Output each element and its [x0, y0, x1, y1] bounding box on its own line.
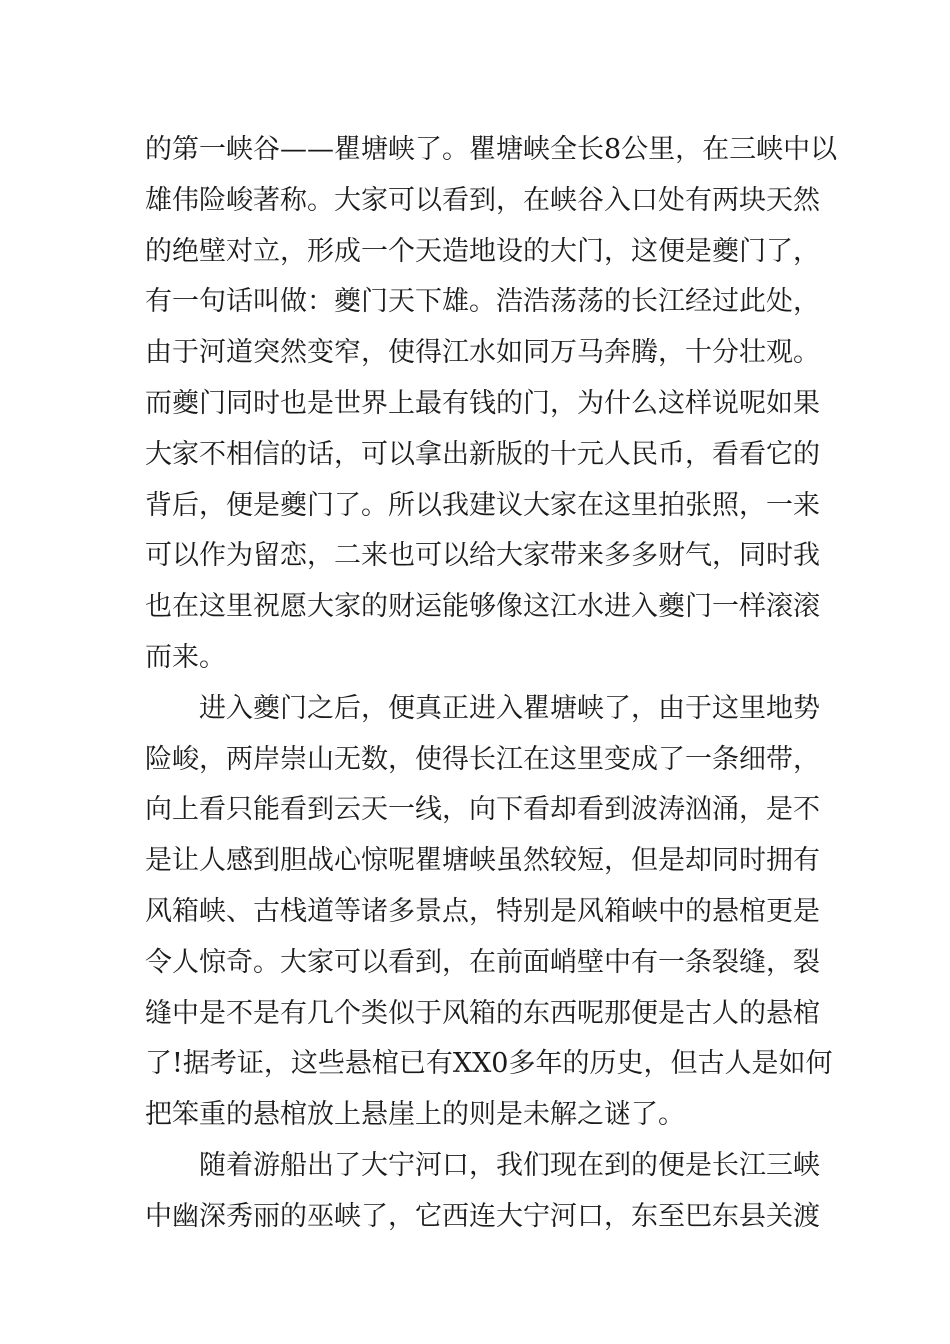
text-line: 险峻，两岸崇山无数，使得长江在这里变成了一条细带，	[145, 743, 820, 775]
text-line: 背后，便是夔门了。所以我建议大家在这里拍张照，一来	[145, 489, 820, 521]
text-line: 可以作为留恋，二来也可以给大家带来多多财气，同时我	[145, 540, 820, 572]
text-line: 由于河道突然变窄，使得江水如同万马奔腾，十分壮观。	[145, 337, 820, 369]
text-line: 雄伟险峻著称。大家可以看到，在峡谷入口处有两块天然	[145, 184, 820, 216]
text-line: 风箱峡、古栈道等诸多景点，特别是风箱峡中的悬棺更是	[145, 895, 820, 927]
text-line: 了!据考证，这些悬棺已有XX0多年的历史，但古人是如何	[145, 1048, 833, 1080]
paragraph	[145, 684, 833, 1141]
document-page	[145, 125, 838, 1243]
text-line: 的第一峡谷——瞿塘峡了。瞿塘峡全长8公里，在三峡中以	[145, 134, 838, 165]
text-line: 向上看只能看到云天一线，向下看却看到波涛汹涌，是不	[145, 794, 820, 826]
text-line: 也在这里祝愿大家的财运能够像这江水进入夔门一样滚滚	[145, 591, 820, 623]
text-line: 而来。	[145, 641, 226, 673]
text-line: 中幽深秀丽的巫峡了，它西连大宁河口，东至巴东县关渡	[145, 1200, 820, 1232]
paragraph	[145, 1141, 820, 1243]
text-line: 大家不相信的话，可以拿出新版的十元人民币，看看它的	[145, 438, 820, 470]
text-line: 而夔门同时也是世界上最有钱的门，为什么这样说呢如果	[145, 387, 820, 419]
text-line: 随着游船出了大宁河口，我们现在到的便是长江三峡	[199, 1149, 820, 1181]
text-line: 的绝壁对立，形成一个天造地设的大门，这便是夔门了，	[145, 235, 820, 267]
text-line: 是让人感到胆战心惊呢瞿塘峡虽然较短，但是却同时拥有	[145, 845, 820, 877]
text-line: 有一句话叫做：夔门天下雄。浩浩荡荡的长江经过此处，	[145, 286, 820, 318]
text-line: 令人惊奇。大家可以看到，在前面峭壁中有一条裂缝，裂	[145, 946, 820, 978]
paragraph	[145, 125, 838, 684]
text-line: 缝中是不是有几个类似于风箱的东西呢那便是古人的悬棺	[145, 997, 820, 1029]
text-line: 进入夔门之后，便真正进入瞿塘峡了，由于这里地势	[199, 692, 820, 724]
text-line: 把笨重的悬棺放上悬崖上的则是未解之谜了。	[145, 1099, 685, 1131]
